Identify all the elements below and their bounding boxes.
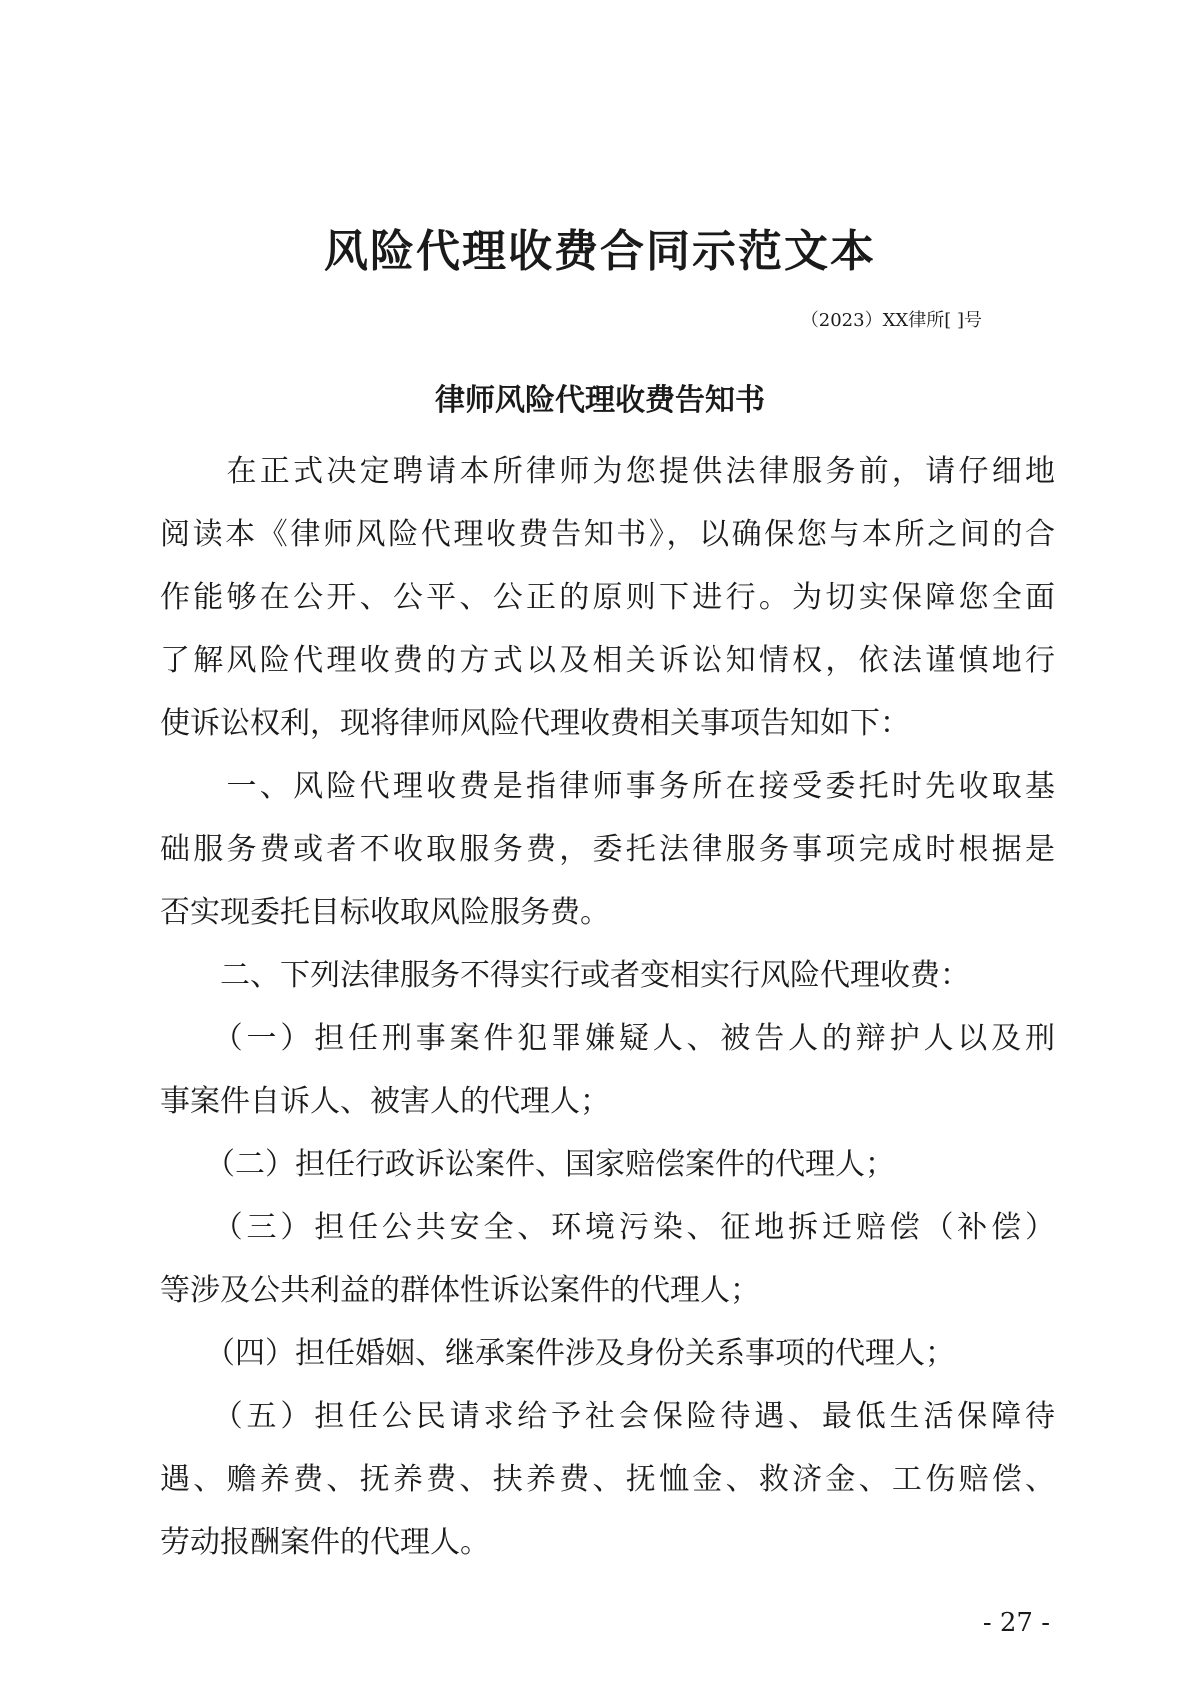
- document-number: （2023）XX律所[ ]号: [800, 310, 982, 331]
- page-number: - 27 -: [982, 1608, 1050, 1638]
- text-line: 作能够在公开、公平、公正的原则下进行。为切实保障您全面: [160, 580, 1055, 615]
- text-line: 否实现委托目标收取风险服务费。: [160, 895, 610, 930]
- text-line: 阅读本《律师风险代理收费告知书》，以确保您与本所之间的合: [160, 517, 1055, 552]
- text-line: 一、风险代理收费是指律师事务所在接受委托时先收取基: [160, 769, 1055, 804]
- text-line: （一）担任刑事案件犯罪嫌疑人、被告人的辩护人以及刑: [160, 1021, 1055, 1056]
- text-line: 劳动报酬案件的代理人。: [160, 1525, 490, 1560]
- text-line: 等涉及公共利益的群体性诉讼案件的代理人；: [160, 1273, 760, 1308]
- text-line: 事案件自诉人、被害人的代理人；: [160, 1084, 610, 1119]
- text-line: （五）担任公民请求给予社会保险待遇、最低生活保障待: [160, 1399, 1055, 1434]
- text-line: （四）担任婚姻、继承案件涉及身份关系事项的代理人；: [160, 1336, 955, 1371]
- text-line: （三）担任公共安全、环境污染、征地拆迁赔偿（补偿）: [160, 1210, 1055, 1245]
- text-line: 遇、赡养费、抚养费、扶养费、抚恤金、救济金、工伤赔偿、: [160, 1462, 1055, 1497]
- text-line: 在正式决定聘请本所律师为您提供法律服务前，请仔细地: [160, 454, 1055, 489]
- document-body: [160, 440, 1055, 1574]
- text-line: （二）担任行政诉讼案件、国家赔偿案件的代理人；: [160, 1147, 895, 1182]
- text-line: 二、下列法律服务不得实行或者变相实行风险代理收费：: [160, 958, 970, 993]
- text-line: 础服务费或者不收取服务费，委托法律服务事项完成时根据是: [160, 832, 1055, 867]
- text-line: 了解风险代理收费的方式以及相关诉讼知情权，依法谨慎地行: [160, 643, 1055, 678]
- document-title: 风险代理收费合同示范文本: [324, 226, 876, 277]
- section-title: 律师风险代理收费告知书: [435, 383, 765, 418]
- text-line: 使诉讼权利，现将律师风险代理收费相关事项告知如下：: [160, 706, 910, 741]
